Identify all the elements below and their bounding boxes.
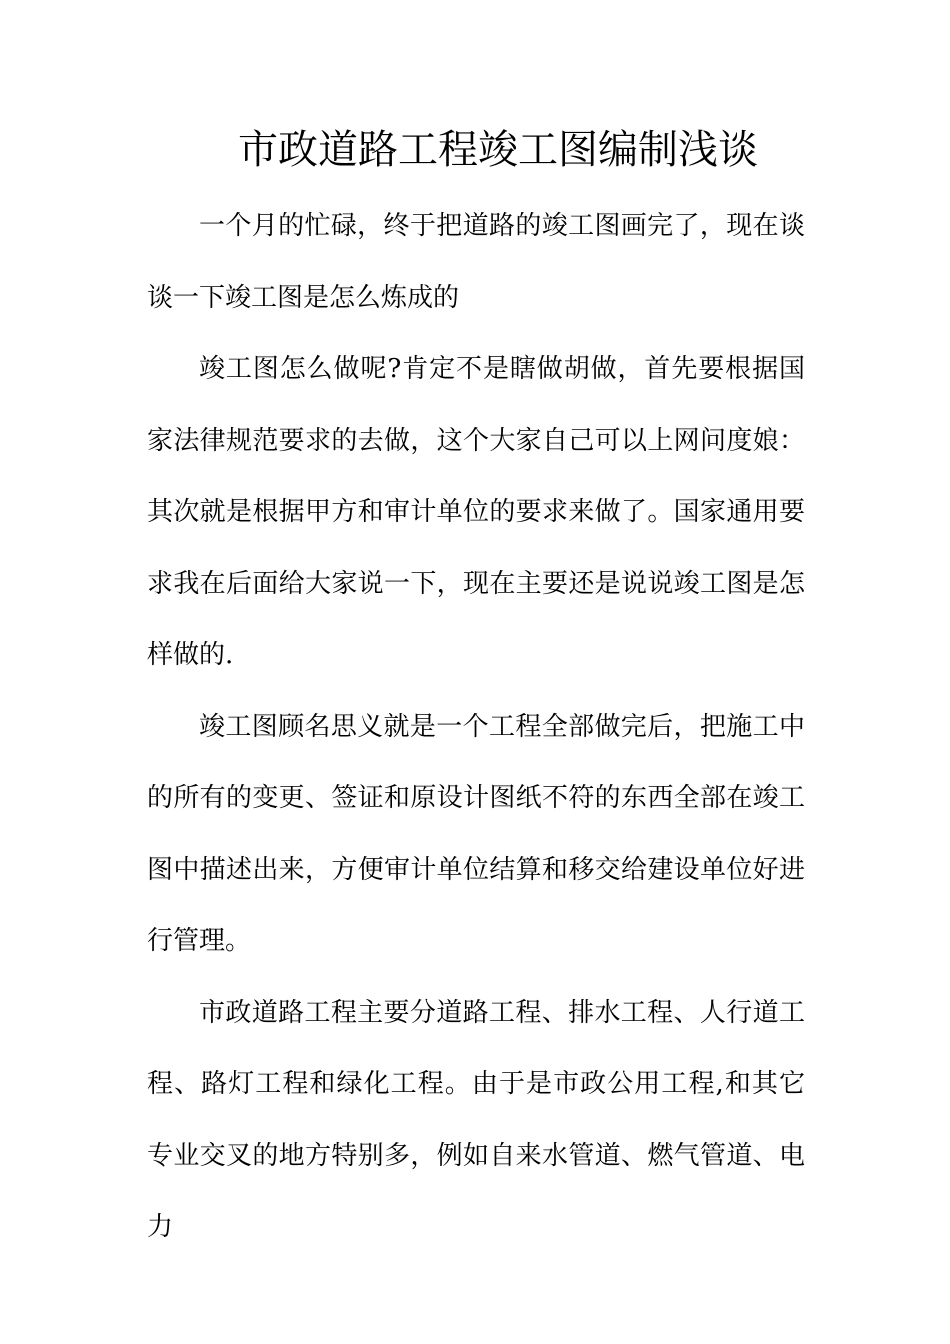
paragraph-intro: 一个月的忙碌，终于把道路的竣工图画完了，现在谈谈一下竣工图是怎么炼成的	[147, 211, 805, 313]
paragraph-how-to: 竣工图怎么做呢?肯定不是瞎做胡做，首先要根据国家法律规范要求的去做，这个大家自己可以上网问度娘：其次就是根据甲方和审计单位的要求来做了。国家通用要求我在后面给大家说一下，现在主要还是说说竣工图是怎样做的.	[147, 354, 805, 670]
document-title: 市政道路工程竣工图编制浅谈	[238, 127, 758, 173]
document-body	[147, 191, 805, 1264]
paragraph-definition: 竣工图顾名思义就是一个工程全部做完后，把施工中的所有的变更、签证和原设计图纸不符的东西全部在竣工图中描述出来，方便审计单位结算和移交给建设单位好进行管理。	[147, 711, 805, 956]
paragraph-scope: 市政道路工程主要分道路工程、排水工程、人行道工程、路灯工程和绿化工程。由于是市政公用工程,和其它专业交叉的地方特别多，例如自来水管道、燃气管道、电力	[147, 997, 805, 1242]
